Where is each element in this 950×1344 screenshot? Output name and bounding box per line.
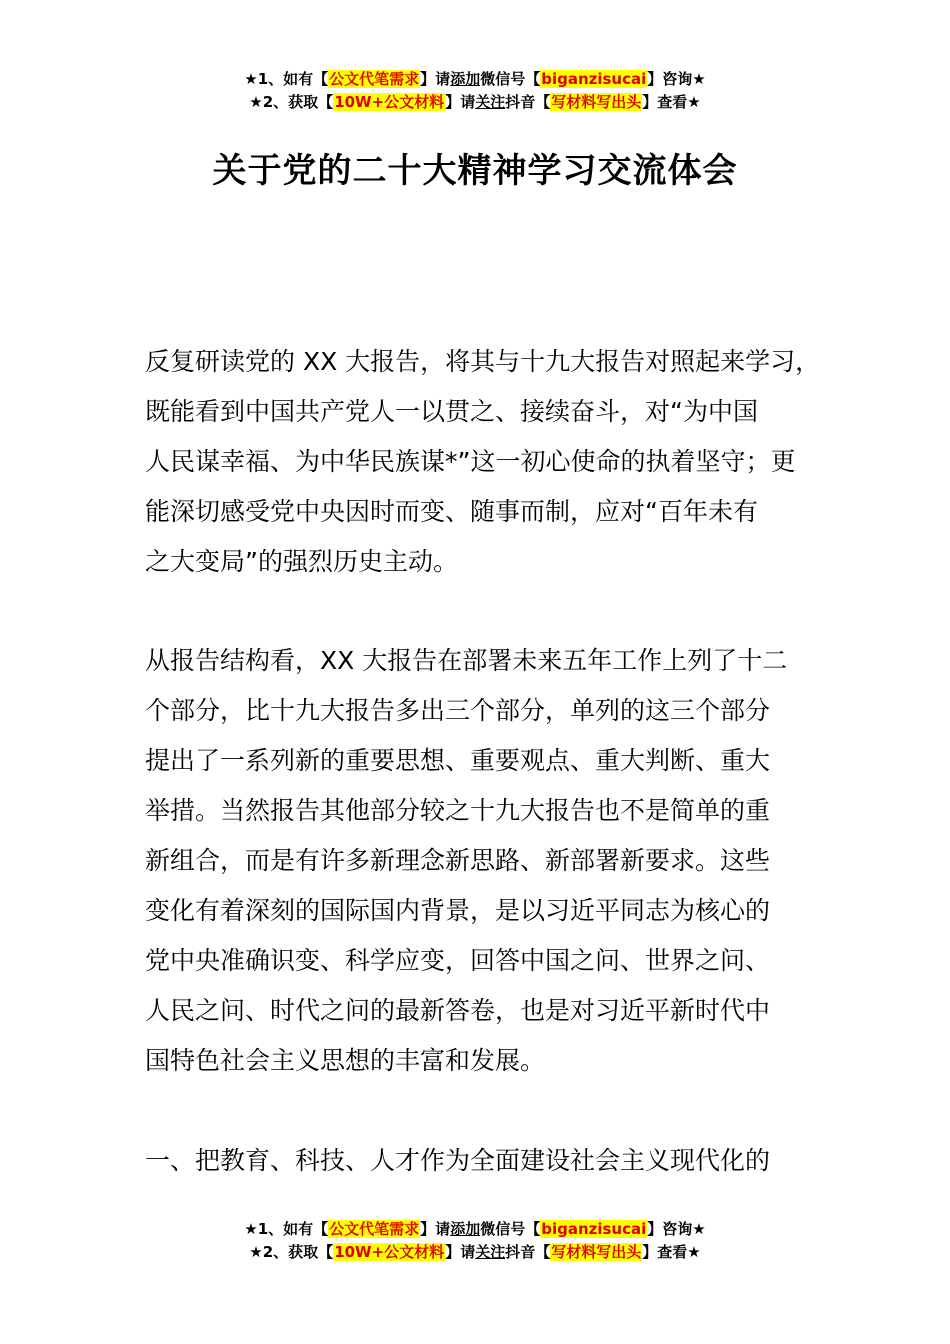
paragraph-line: 之大变局”的强烈历史主动。 <box>145 547 458 576</box>
promo-text: ★2、获取【 <box>249 1243 334 1261</box>
promo-text: 】咨询★ <box>647 70 706 88</box>
paragraph-line: 从报告结构看，XX 大报告在部署未来五年工作上列了十二 <box>145 646 788 675</box>
promo-text: 抖音【 <box>505 93 551 111</box>
promo-underline: 关注 <box>475 1243 506 1261</box>
promo-text: 抖音【 <box>505 1243 551 1261</box>
promo-text: 】查看★ <box>642 1243 701 1261</box>
paragraph-line: 新组合，而是有许多新理念新思路、新部署新要求。这些 <box>145 846 771 875</box>
promo-text: 微信号【 <box>480 70 541 88</box>
paragraph-line: 人民谋幸福、为中华民族谋*”这一初心使命的执着坚守；更 <box>145 447 796 476</box>
paragraph-line: 人民之问、时代之问的最新答卷，也是对习近平新时代中 <box>145 996 771 1025</box>
footer-promo-banner <box>0 1218 950 1264</box>
promo-highlight: biganzisucai <box>541 1220 647 1238</box>
paragraph-line: 提出了一系列新的重要思想、重要观点、重大判断、重大 <box>145 746 771 775</box>
paragraph-line: 既能看到中国共产党人一以贯之、接续奋斗，对“为中国 <box>145 397 758 426</box>
promo-underline: 添加 <box>450 1220 481 1238</box>
promo-highlight: 公文代笔需求 <box>329 70 420 88</box>
paragraph-line: 一、把教育、科技、人才作为全面建设社会主义现代化的 <box>145 1146 771 1175</box>
paragraph-1 <box>145 337 835 587</box>
header-promo-banner <box>0 68 950 114</box>
promo-text: 】请 <box>445 1243 476 1261</box>
document-title: 关于党的二十大精神学习交流体会 <box>212 151 738 191</box>
promo-text: ★2、获取【 <box>249 93 334 111</box>
promo-text: 】请 <box>420 70 451 88</box>
promo-line-1 <box>0 68 950 91</box>
promo-text: 】请 <box>420 1220 451 1238</box>
paragraph-line: 变化有着深刻的国际国内背景，是以习近平同志为核心的 <box>145 896 771 925</box>
promo-highlight: 公文代笔需求 <box>329 1220 420 1238</box>
promo-line-2 <box>0 91 950 114</box>
promo-text: ★1、如有【 <box>244 1220 329 1238</box>
section-heading-1 <box>145 1136 835 1186</box>
promo-line-1 <box>0 1218 950 1241</box>
paragraph-line: 反复研读党的 XX 大报告，将其与十九大报告对照起来学习， <box>145 347 821 376</box>
promo-highlight: 10W+公文材料 <box>334 1243 445 1261</box>
paragraph-line: 个部分，比十九大报告多出三个部分，单列的这三个部分 <box>145 696 771 725</box>
paragraph-line: 国特色社会主义思想的丰富和发展。 <box>145 1046 546 1075</box>
promo-text: 】咨询★ <box>647 1220 706 1238</box>
paragraph-2 <box>145 636 835 1086</box>
promo-highlight: 10W+公文材料 <box>334 93 445 111</box>
promo-highlight: biganzisucai <box>541 70 647 88</box>
promo-underline: 关注 <box>475 93 506 111</box>
promo-line-2 <box>0 1241 950 1264</box>
paragraph-line: 党中央准确识变、科学应变，回答中国之问、世界之问、 <box>145 946 771 975</box>
promo-text: 】查看★ <box>642 93 701 111</box>
promo-highlight: 写材料写出头 <box>551 93 642 111</box>
promo-highlight: 写材料写出头 <box>551 1243 642 1261</box>
paragraph-line: 能深切感受党中央因时而变、随事而制，应对“百年未有 <box>145 497 758 526</box>
paragraph-line: 举措。当然报告其他部分较之十九大报告也不是简单的重 <box>145 796 771 825</box>
promo-underline: 添加 <box>450 70 481 88</box>
promo-text: 微信号【 <box>480 1220 541 1238</box>
promo-text: 】请 <box>445 93 476 111</box>
promo-text: ★1、如有【 <box>244 70 329 88</box>
